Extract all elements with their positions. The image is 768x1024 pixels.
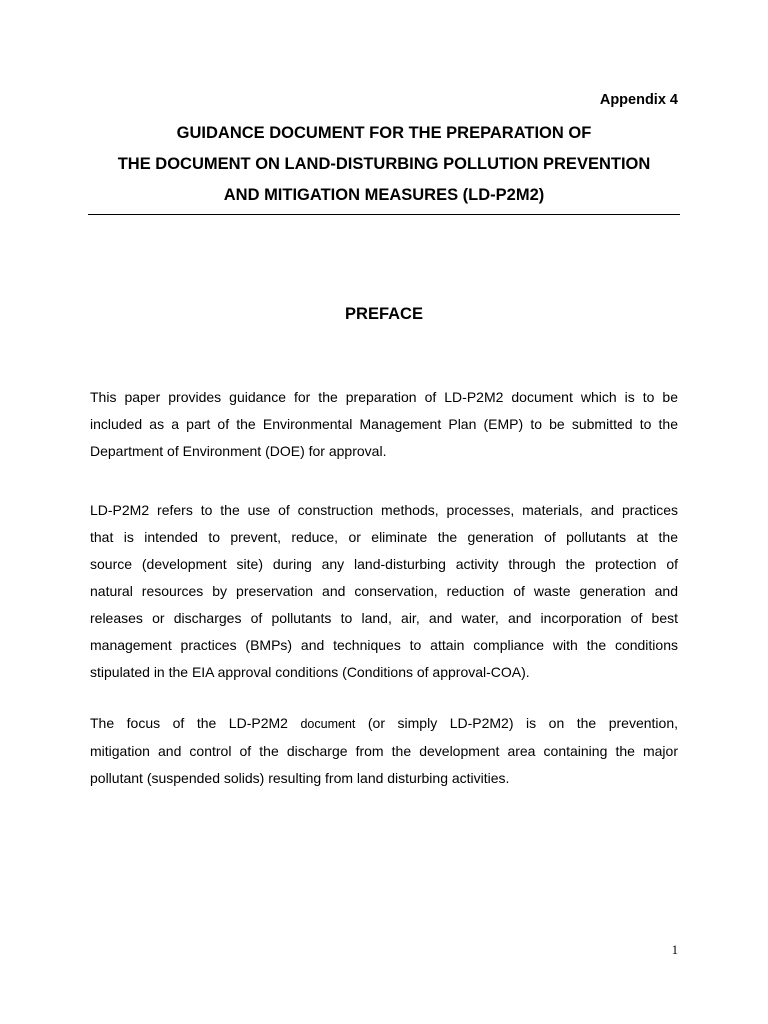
title-line-2: THE DOCUMENT ON LAND-DISTURBING POLLUTION PREVENTION <box>117 155 651 173</box>
document-title <box>88 118 680 211</box>
paragraph-2-line-1: LD-P2M2 refers to the use of construction methods, processes, materials, and practices <box>90 502 678 518</box>
paragraph-2-line-6: management practices (BMPs) and techniques to attain compliance with the conditions <box>90 637 678 653</box>
title-line-1: GUIDANCE DOCUMENT FOR THE PREPARATION OF <box>176 124 592 142</box>
preface-heading: PREFACE <box>345 305 423 323</box>
paragraph-2-line-7: stipulated in the EIA approval conditions (Conditions of approval-COA). <box>90 664 530 680</box>
paragraph-2 <box>90 497 678 686</box>
paragraph-2-line-3: source (development site) during any land-disturbing activity through the protection of <box>90 556 678 572</box>
paragraph-1-line-2: included as a part of the Environmental Management Plan (EMP) to be submitted to the <box>90 416 678 432</box>
paragraph-3-line-2: mitigation and control of the discharge from the development area containing the major <box>90 743 678 759</box>
paragraph-3-line-1 <box>90 710 678 738</box>
title-line-3: AND MITIGATION MEASURES (LD-P2M2) <box>223 186 545 204</box>
paragraph-1-line-3: Department of Environment (DOE) for approval. <box>90 443 387 459</box>
paragraph-3 <box>90 710 678 792</box>
paragraph-3-line-3: pollutant (suspended solids) resulting from land disturbing activities. <box>90 770 510 786</box>
paragraph-1 <box>90 384 678 465</box>
paragraph-3-document-word: document <box>300 717 356 731</box>
paragraph-1-line-1: This paper provides guidance for the preparation of LD-P2M2 document which is to be <box>90 389 678 405</box>
appendix-label: Appendix 4 <box>599 92 678 108</box>
paragraph-2-line-5: releases or discharges of pollutants to land, air, and water, and incorporation of best <box>90 610 678 626</box>
paragraph-2-line-4: natural resources by preservation and conservation, reduction of waste generation and <box>90 583 678 599</box>
page-number: 1 <box>671 943 678 957</box>
title-divider <box>88 214 680 215</box>
paragraph-3-line-1-start: The focus of the LD-P2M2 <box>90 715 301 731</box>
paragraph-3-line-1-end: (or simply LD-P2M2) is on the prevention, <box>355 715 678 731</box>
paragraph-2-line-2: that is intended to prevent, reduce, or eliminate the generation of pollutants at the <box>90 529 678 545</box>
